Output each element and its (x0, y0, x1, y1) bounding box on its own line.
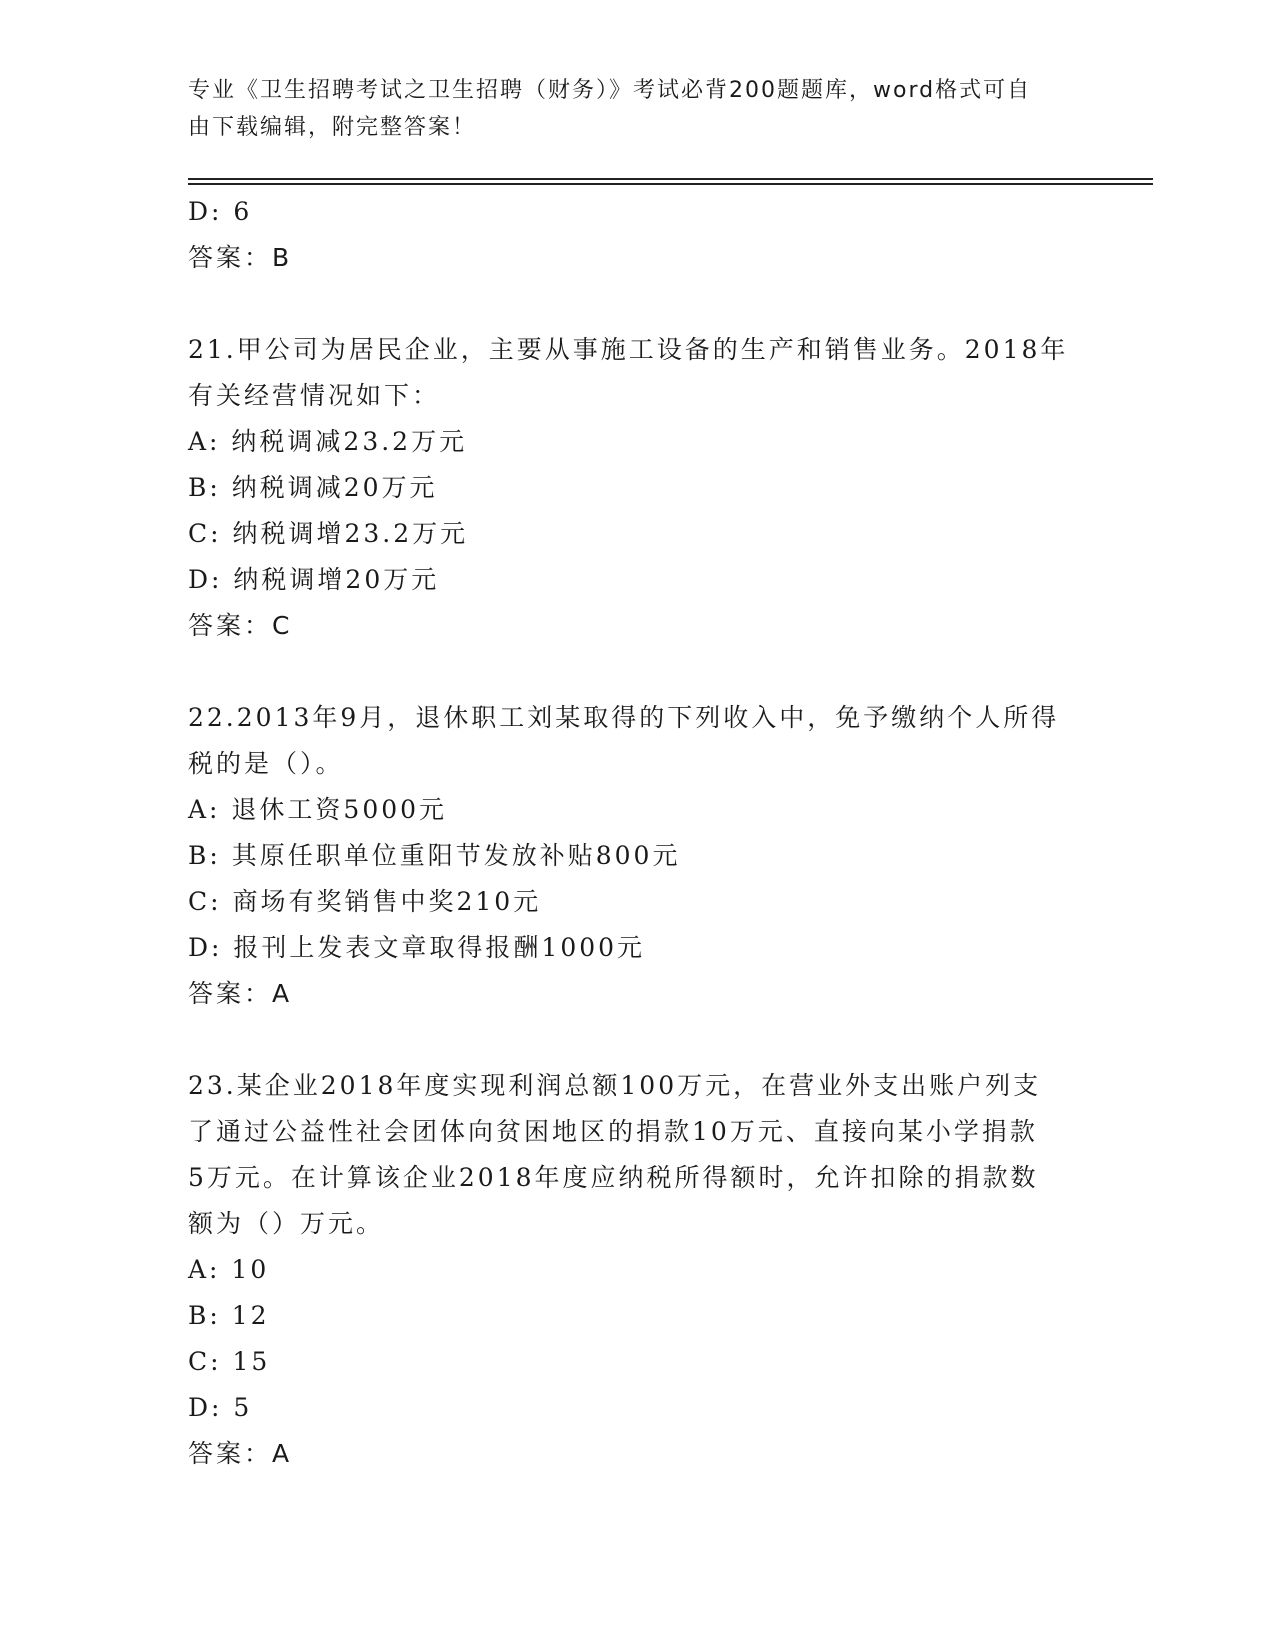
option-d: D: 纳税调增20万元 (188, 565, 440, 594)
question-stem-line: 22.2013年9月，退休职工刘某取得的下列收入中，免予缴纳个人所得 (188, 703, 1060, 732)
option-d: D: 报刊上发表文章取得报酬1000元 (188, 933, 646, 962)
option-a: A: 退休工资5000元 (188, 795, 448, 824)
question-stem-line: 额为（）万元。 (188, 1209, 385, 1238)
spacer (188, 1017, 1088, 1063)
option-b: B: 其原任职单位重阳节发放补贴800元 (188, 841, 681, 870)
answer: 答案：A (188, 979, 293, 1008)
option-c: C: 商场有奖销售中奖210元 (188, 887, 542, 916)
question-stem-line: 21.甲公司为居民企业，主要从事施工设备的生产和销售业务。2018年 (188, 335, 1069, 364)
document-header (188, 72, 1068, 146)
document-body (188, 189, 1088, 1477)
question-stem-line: 5万元。在计算该企业2018年度应纳税所得额时，允许扣除的捐款数 (188, 1163, 1039, 1192)
header-line-2: 由下载编辑，附完整答案！ (188, 115, 477, 140)
header-divider-bottom (188, 183, 1153, 185)
spacer (188, 281, 1088, 327)
spacer (188, 649, 1088, 695)
option-a: A: 10 (188, 1255, 270, 1284)
option-c: C: 15 (188, 1347, 271, 1376)
prev-answer: 答案：B (188, 243, 293, 272)
question-stem-line: 有关经营情况如下： (188, 381, 441, 410)
question-23 (188, 1063, 1088, 1477)
question-stem-line: 23.某企业2018年度实现利润总额100万元，在营业外支出账户列支 (188, 1071, 1042, 1100)
option-d: D: 5 (188, 1393, 253, 1422)
option-c: C: 纳税调增23.2万元 (188, 519, 469, 548)
question-21 (188, 327, 1088, 649)
question-stem-line: 税的是（）。 (188, 749, 344, 778)
header-line-1: 专业《卫生招聘考试之卫生招聘（财务）》考试必背200题题库，word格式可自 (188, 78, 1032, 103)
header-divider-top (188, 178, 1153, 180)
question-stem-line: 了通过公益性社会团体向贫困地区的捐款10万元、直接向某小学捐款 (188, 1117, 1038, 1146)
option-b: B: 12 (188, 1301, 270, 1330)
answer: 答案：C (188, 611, 293, 640)
prev-option-d: D: 6 (188, 197, 253, 226)
answer: 答案：A (188, 1439, 293, 1468)
option-a: A: 纳税调减23.2万元 (188, 427, 468, 456)
question-22 (188, 695, 1088, 1017)
option-b: B: 纳税调减20万元 (188, 473, 438, 502)
